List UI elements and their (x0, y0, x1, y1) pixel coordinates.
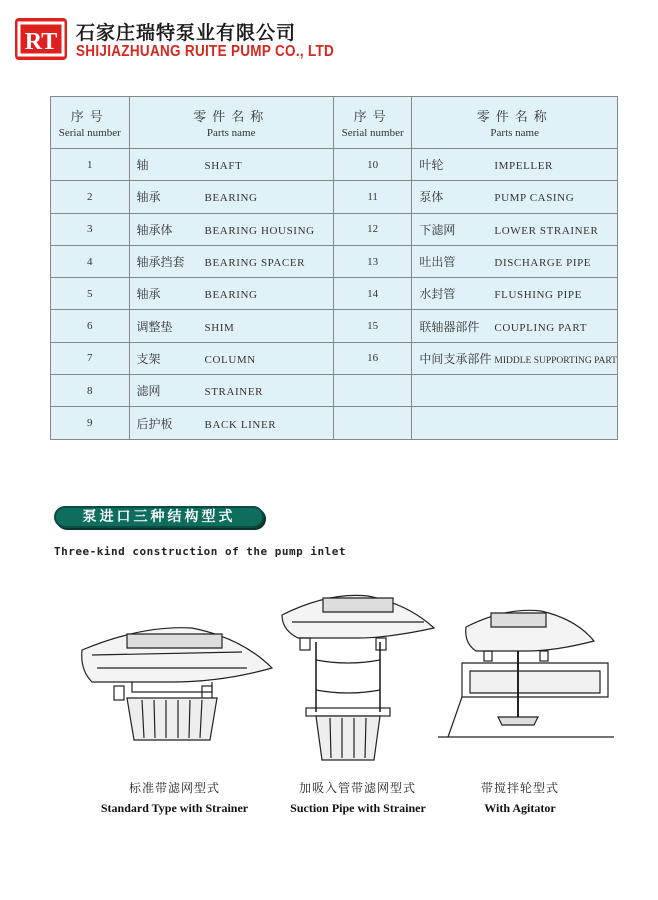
part-name-en: COLUMN (204, 353, 256, 366)
serial-cell: 2 (51, 181, 130, 213)
part-name-en: FLUSHING PIPE (494, 289, 582, 302)
part-cell (412, 310, 618, 342)
part-name-cn: 后护板 (136, 416, 173, 431)
part-name-en: PUMP CASING (494, 192, 575, 205)
table-row (51, 213, 618, 245)
serial-cell: 10 (333, 149, 412, 181)
figure-3-caption-en: With Agitator (484, 801, 556, 815)
header-serial-en: Serial number (341, 127, 404, 139)
part-name-en: STRAINER (204, 386, 264, 399)
part-name-cn: 轴承 (136, 287, 161, 302)
header-parts-1 (129, 97, 333, 149)
part-name-cn: 中间支承部件 (419, 351, 492, 366)
company-logo (15, 18, 67, 60)
suction-pipe-drawing (278, 590, 438, 765)
svg-text:RT: RT (24, 29, 58, 55)
table-row (51, 245, 618, 277)
parts-table-body (51, 149, 618, 440)
table-row (51, 278, 618, 310)
parts-table (50, 96, 618, 440)
part-cell (129, 407, 333, 439)
part-cell (129, 213, 333, 245)
part-name-en: BEARING SPACER (204, 257, 306, 270)
table-row (51, 149, 618, 181)
part-name-en: SHIM (204, 321, 235, 334)
part-cell (129, 278, 333, 310)
standard-type-drawing (72, 620, 277, 750)
part-cell (129, 181, 333, 213)
header-parts-en: Parts name (490, 127, 539, 139)
serial-cell: 1 (51, 149, 130, 181)
serial-cell: 5 (51, 278, 130, 310)
header-parts-2 (412, 97, 618, 149)
header-serial-cn: 序号 (353, 109, 392, 124)
header-parts-cn: 零件名称 (193, 109, 270, 124)
section-title-badge (54, 506, 264, 528)
serial-cell: 9 (51, 407, 130, 439)
part-name-cn: 轴承 (136, 190, 161, 205)
header-parts-cn: 零件名称 (476, 109, 553, 124)
header-serial-1 (51, 97, 130, 149)
part-cell (129, 149, 333, 181)
part-name-cn: 泵体 (419, 190, 444, 205)
part-name-en: BACK LINER (204, 418, 277, 431)
part-cell (129, 245, 333, 277)
part-cell (129, 310, 333, 342)
part-name-cn: 水封管 (419, 287, 456, 302)
figure-1-caption-cn: 标准带滤网型式 (128, 781, 220, 795)
part-name-cn: 叶轮 (419, 158, 444, 173)
table-header-row (51, 97, 618, 149)
part-cell (412, 213, 618, 245)
part-name-en: BEARING HOUSING (204, 224, 315, 237)
part-name-en: IMPELLER (494, 160, 553, 173)
header-serial-cn: 序号 (70, 109, 109, 124)
part-name-en: MIDDLE SUPPORTING PART (494, 355, 617, 366)
section-title-cn: 泵进口三种结构型式 (82, 509, 236, 525)
table-row (51, 342, 618, 374)
serial-cell (333, 407, 412, 439)
company-name-en: SHIJIAZHUANG RUITE PUMP CO., LTD (76, 42, 335, 60)
part-name-en: LOWER STRAINER (494, 224, 599, 237)
header-parts-en: Parts name (206, 127, 256, 139)
serial-cell: 3 (51, 213, 130, 245)
serial-cell: 16 (333, 342, 412, 374)
part-name-cn: 轴承挡套 (136, 255, 185, 270)
part-cell (412, 278, 618, 310)
part-name-cn: 吐出管 (419, 255, 456, 270)
header-serial-en: Serial number (58, 127, 121, 139)
part-cell (412, 245, 618, 277)
serial-cell: 7 (51, 342, 130, 374)
part-name-cn: 滤网 (136, 384, 161, 399)
part-cell (412, 407, 618, 439)
table-row (51, 310, 618, 342)
figure-2-caption-en: Suction Pipe with Strainer (290, 801, 426, 815)
part-name-en: DISCHARGE PIPE (494, 257, 592, 270)
part-cell (129, 375, 333, 407)
figure-3-caption-cn: 带搅拌轮型式 (480, 781, 559, 795)
table-row (51, 375, 618, 407)
serial-cell: 4 (51, 245, 130, 277)
logo-mark-icon (15, 18, 67, 60)
part-name-cn: 支架 (136, 351, 161, 366)
part-cell (412, 149, 618, 181)
part-name-cn: 轴 (136, 158, 149, 173)
figure-2-caption-cn: 加吸入管带滤网型式 (298, 781, 416, 795)
serial-cell: 13 (333, 245, 412, 277)
serial-cell: 15 (333, 310, 412, 342)
part-cell (129, 342, 333, 374)
part-name-cn: 下滤网 (419, 222, 456, 237)
part-name-en: SHAFT (204, 160, 243, 173)
part-name-cn: 调整垫 (136, 319, 173, 334)
part-name-cn: 联轴器部件 (419, 319, 480, 334)
serial-cell: 11 (333, 181, 412, 213)
section-title-en: Three-kind construction of the pump inlet (54, 545, 347, 558)
part-cell (412, 375, 618, 407)
serial-cell: 12 (333, 213, 412, 245)
serial-cell: 8 (51, 375, 130, 407)
part-name-en: BEARING (204, 289, 258, 302)
part-cell (412, 342, 618, 374)
company-name-cn: 石家庄瑞特泵业有限公司 (76, 22, 297, 44)
serial-cell: 6 (51, 310, 130, 342)
serial-cell: 14 (333, 278, 412, 310)
agitator-drawing (436, 605, 614, 740)
serial-cell (333, 375, 412, 407)
table-row (51, 407, 618, 439)
header-serial-2 (333, 97, 412, 149)
part-name-cn: 轴承体 (136, 222, 173, 237)
figure-1-caption-en: Standard Type with Strainer (100, 801, 249, 815)
part-cell (412, 181, 618, 213)
part-name-en: COUPLING PART (494, 321, 588, 334)
table-row (51, 181, 618, 213)
part-name-en: BEARING (204, 192, 258, 205)
